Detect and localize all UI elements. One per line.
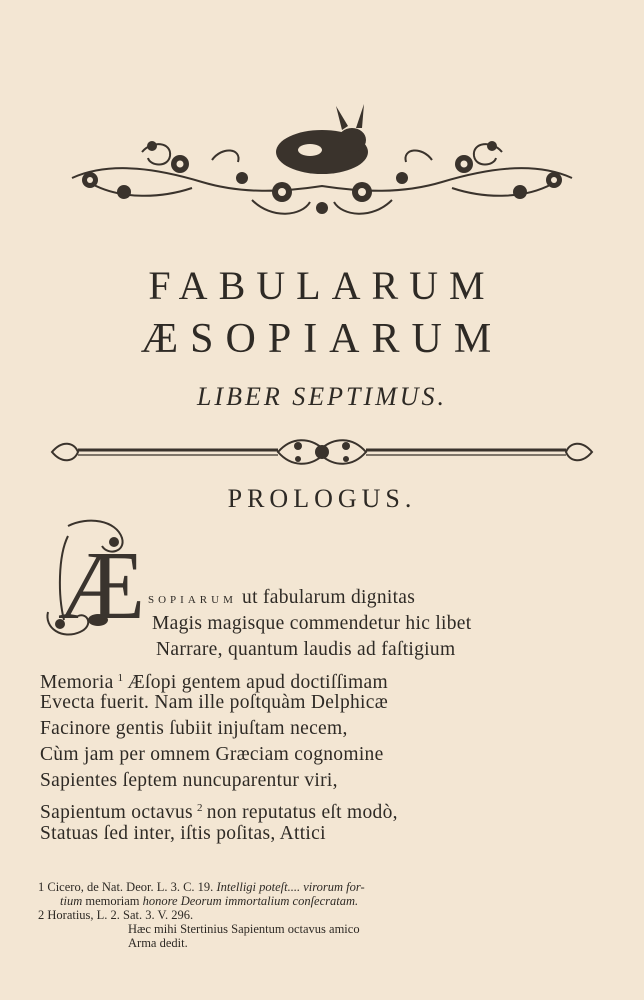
- footnote-1-citation: Cicero, de Nat. Deor. L. 3. C. 19.: [47, 880, 214, 894]
- footnote-2-quote-line-1: Hæc mihi Stertinius Sapientum octavus amico: [128, 922, 360, 936]
- footnote-1-quote-end: honore Deorum immortalium conſecratam.: [142, 894, 359, 908]
- verse-line-1: [148, 586, 415, 612]
- footnote-ref-2: 2: [196, 802, 203, 814]
- footnote-2-quote-line-2: Arma dedit.: [128, 936, 188, 950]
- ornamental-rule: [48, 432, 596, 472]
- verse-line-9-start: Sapientum octavus: [40, 802, 193, 823]
- book-title-line2: ÆSOPIARUM: [140, 316, 504, 362]
- section-heading: PROLOGUS.: [227, 484, 417, 513]
- verse-line-4-start: Memoria: [40, 672, 114, 693]
- verse-line-5: Evecta fuerit. Nam ille poſtquàm Delphicæ: [40, 692, 389, 713]
- verse-line-9-end: non reputatus eſt modò,: [206, 802, 398, 823]
- footnote-2-number: 2: [38, 908, 45, 922]
- footnote-1-line-1: [38, 880, 365, 894]
- footnote-1-quote-start: Intelligi poteſt.... virorum for-: [216, 880, 365, 894]
- book-title-line1: FABULARUM: [148, 263, 496, 308]
- verse-line-7: Cùm jam per omnem Græciam cognomine: [40, 744, 384, 765]
- drop-cap-letter: Æ: [58, 532, 146, 640]
- footnote-1-quote-tium: tium: [60, 894, 83, 908]
- verse-line-4-end: Æſopi gentem apud doctiſſimam: [127, 672, 388, 693]
- first-word-small-caps: SOPIARUM: [148, 594, 237, 606]
- verse-line-2: Magis magisque commendetur hic libet: [152, 613, 472, 634]
- headpiece-ornament: [52, 100, 592, 240]
- verse-line-1-text: ut fabularum dignitas: [242, 587, 416, 608]
- footnote-2-line-1: [38, 908, 193, 922]
- book-subtitle: LIBER SEPTIMUS.: [196, 382, 448, 411]
- footnote-1-memoriam: memoriam: [85, 894, 140, 908]
- footnote-1-line-2: [60, 894, 358, 908]
- footnote-2-citation: Horatius, L. 2. Sat. 3. V. 296.: [47, 908, 194, 922]
- footnote-1-number: 1: [38, 880, 45, 894]
- verse-line-6: Facinore gentis ſubiit injuſtam necem,: [40, 718, 348, 739]
- verse-line-3: Narrare, quantum laudis ad faſtigium: [156, 639, 456, 660]
- verse-line-9: [40, 796, 398, 825]
- footnote-ref-1: 1: [117, 672, 124, 684]
- verse-line-10: Statuas ſed inter, iſtis poſitas, Attici: [40, 823, 326, 844]
- verse-line-8: Sapientes ſeptem nuncuparentur viri,: [40, 770, 338, 791]
